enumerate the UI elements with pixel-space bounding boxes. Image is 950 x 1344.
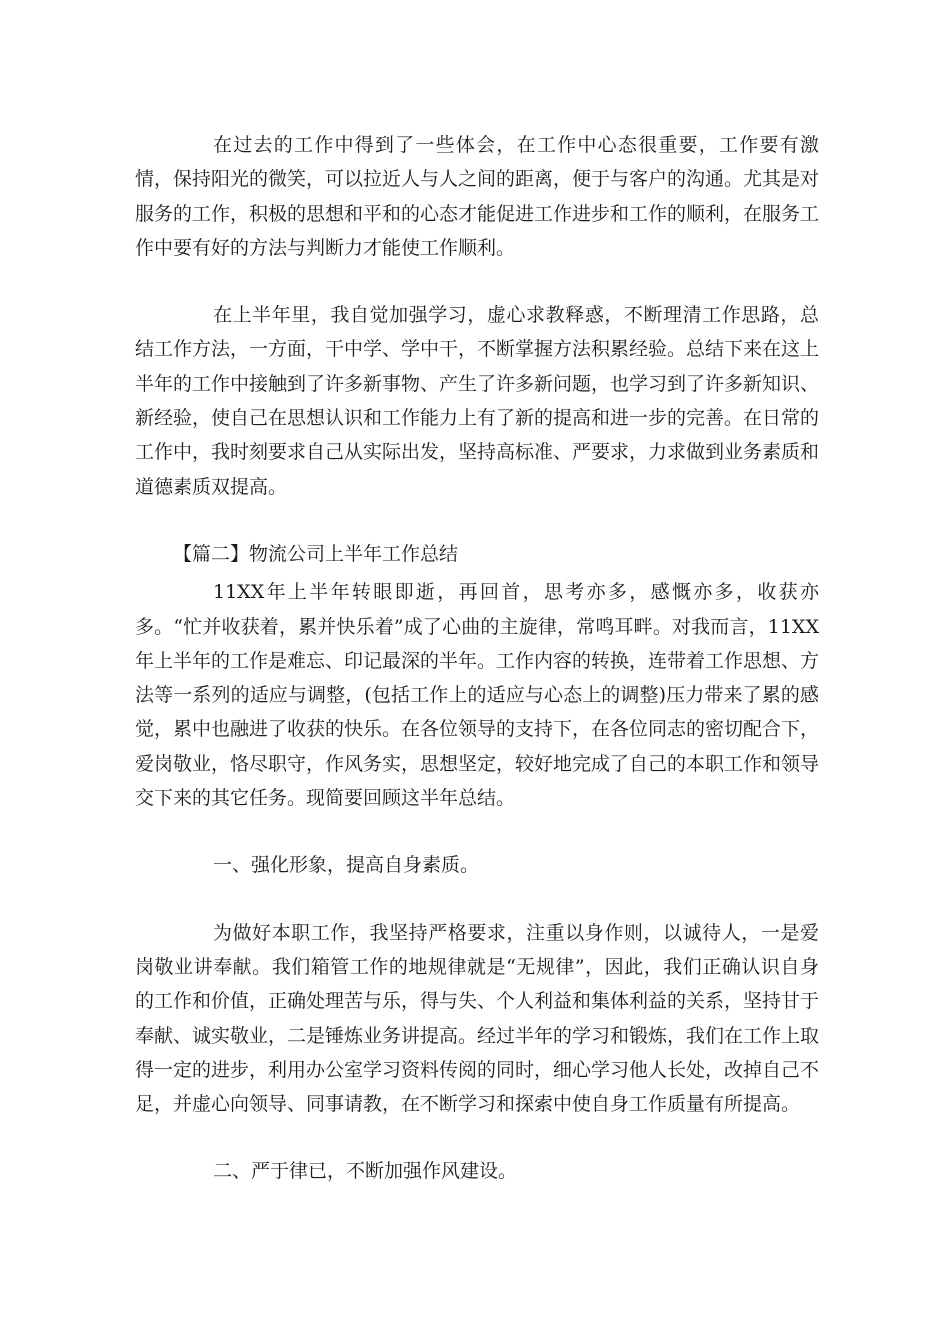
paragraph-review-intro: 11XX年上半年转眼即逝，再回首，思考亦多，感慨亦多，收获亦多。“忙并收获着，累并快乐着”成了心曲的主旋律，常鸣耳畔。对我而言，11XX年上半年的工作是难忘、印记最深的半年。工作内容的转换，连带着工作思想、方法等一系列的适应与调整，(包括工作上的适应与心态上的调整)压力带来了累的感觉，累中也融进了收获的快乐。在各位领导的支持下，在各位同志的密切配合下，爱岗敬业，恪尽职守，作风务实，思想坚定，较好地完成了自己的本职工作和领导交下来的其它任务。现简要回顾这半年总结。 bbox=[135, 581, 820, 810]
paragraph-gap bbox=[135, 815, 819, 848]
item-heading-2: 二、严于律已，不断加强作风建设。 bbox=[213, 1160, 518, 1183]
paragraph-gap bbox=[135, 504, 819, 537]
section-title: 【篇二】物流公司上半年工作总结 bbox=[173, 542, 459, 565]
paragraph-gap bbox=[135, 265, 819, 298]
paragraph-gap bbox=[135, 1121, 819, 1154]
paragraph-gap bbox=[135, 883, 819, 916]
paragraph-self-quality: 为做好本职工作，我坚持严格要求，注重以身作则，以诚待人，一是爱岗敬业讲奉献。我们箱管工作的地规律就是“无规律”，因此，我们正确认识自身的工作和价值，正确处理苦与乐，得与失、个人利益和集体利益的关系，坚持甘于奉献、诚实敬业，二是锤炼业务讲提高。经过半年的学习和锻炼，我们在工作上取得一定的进步，利用办公室学习资料传阅的同时，细心学习他人长处，改掉自己不足，并虚心向领导、同事请教，在不断学习和探索中使自身工作质量有所提高。 bbox=[135, 921, 820, 1116]
paragraph-first-half-study: 在上半年里，我自觉加强学习，虚心求教释惑，不断理清工作思路，总结工作方法，一方面，干中学、学中干，不断掌握方法积累经验。总结下来在这上半年的工作中接触到了许多新事物、产生了许多新问题，也学习到了许多新知识、新经验，使自己在思想认识和工作能力上有了新的提高和进一步的完善。在日常的工作中，我时刻要求自己从实际出发，坚持高标准、严要求，力求做到业务素质和道德素质双提高。 bbox=[135, 304, 820, 498]
document-page bbox=[135, 128, 819, 1189]
paragraph-experience: 在过去的工作中得到了一些体会，在工作中心态很重要，工作要有激情，保持阳光的微笑，可以拉近人与人之间的距离，便于与客户的沟通。尤其是对服务的工作，积极的思想和平和的心态才能促进工作进步和工作的顺利，在服务工作中要有好的方法与判断力才能使工作顺利。 bbox=[135, 134, 820, 259]
item-heading-1: 一、强化形象，提高自身素质。 bbox=[213, 854, 480, 877]
